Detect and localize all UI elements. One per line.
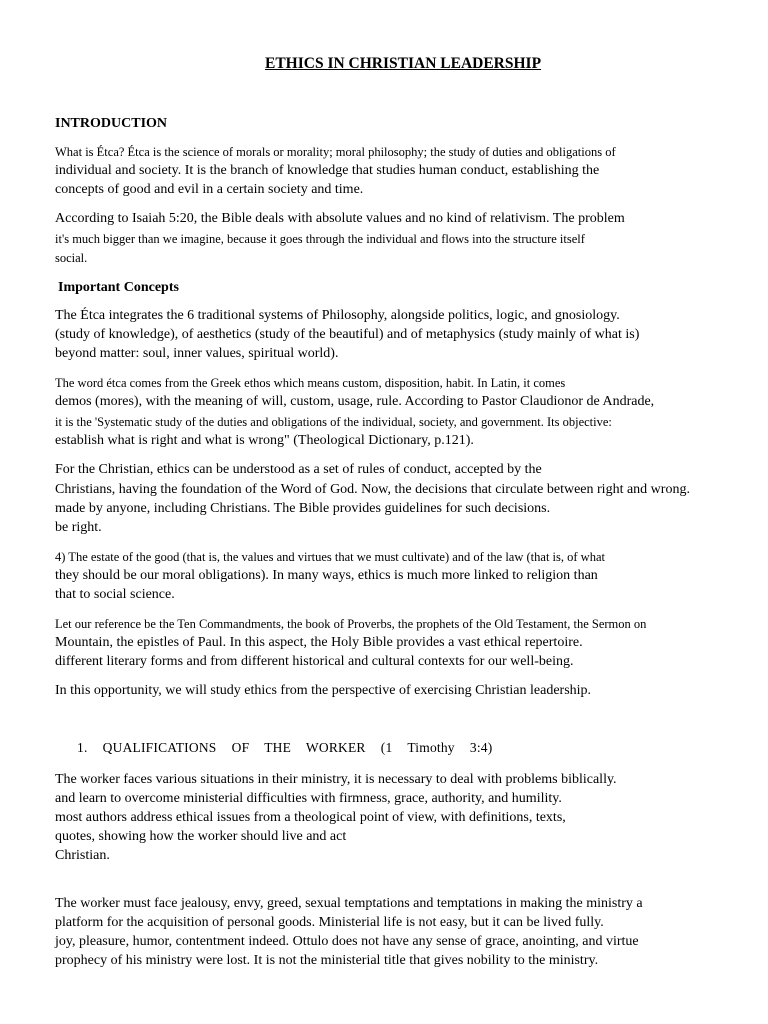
intro-line: What is Étca? Étca is the science of morals or morality; moral philosophy; the study of duties and obligations of: [55, 145, 616, 159]
isaiah-line: According to Isaiah 5:20, the Bible deals with absolute values and no kind of relativism. The problem: [55, 211, 625, 226]
intro-line: individual and society. It is the branch of knowledge that studies human conduct, establishing the: [55, 163, 600, 178]
concepts-line: beyond matter: soul, inner values, spiritual world).: [55, 346, 339, 361]
christian-line: Christians, having the foundation of the Word of God. Now, the decisions that circulate between right and wrong.: [55, 482, 690, 497]
word-line: The word étca comes from the Greek ethos which means custom, disposition, habit. In Latin, it comes: [55, 376, 566, 390]
christian-line: For the Christian, ethics can be understood as a set of rules of conduct, accepted by the: [55, 462, 542, 477]
jealousy-line: prophecy of his ministry were lost. It is not the ministerial title that gives nobility to the ministry.: [55, 953, 599, 968]
worker-line: The worker faces various situations in their ministry, it is necessary to deal with problems biblically.: [55, 772, 617, 787]
worker-line: quotes, showing how the worker should live and act: [55, 829, 347, 844]
jealousy-line: joy, pleasure, humor, contentment indeed. Ottulo does not have any sense of grace, anointing, and virtue: [55, 934, 639, 949]
document-title: ETHICS IN CHRISTIAN LEADERSHIP: [265, 55, 542, 72]
word-line: it is the 'Systematic study of the duties and obligations of the individual, society, and government. Its objective:: [55, 415, 612, 429]
word-line: establish what is right and what is wrong" (Theological Dictionary, p.121).: [55, 433, 474, 448]
reference-line: different literary forms and from different historical and cultural contexts for our well-being.: [55, 654, 574, 669]
isaiah-line: it's much bigger than we imagine, because it goes through the individual and flows into the structure itself: [55, 232, 585, 246]
isaiah-line: social.: [55, 251, 88, 265]
jealousy-line: platform for the acquisition of personal goods. Ministerial life is not easy, but it can be lived fully.: [55, 915, 604, 930]
reference-line: Mountain, the epistles of Paul. In this aspect, the Holy Bible provides a vast ethical repertoire.: [55, 635, 583, 650]
concepts-line: The Étca integrates the 6 traditional systems of Philosophy, alongside politics, logic, and gnosiology.: [55, 308, 620, 323]
jealousy-line: The worker must face jealousy, envy, greed, sexual temptations and temptations in making the ministry a: [55, 896, 643, 911]
concepts-heading: Important Concepts: [58, 280, 179, 295]
worker-line: and learn to overcome ministerial difficulties with firmness, grace, authority, and humility.: [55, 791, 562, 806]
worker-line: most authors address ethical issues from a theological point of view, with definitions, texts,: [55, 810, 566, 825]
intro-heading: INTRODUCTION: [55, 116, 168, 131]
estate-line: they should be our moral obligations). In many ways, ethics is much more linked to religion than: [55, 568, 598, 583]
opportunity-line: In this opportunity, we will study ethics from the perspective of exercising Christian leadership.: [55, 683, 592, 698]
concepts-line: (study of knowledge), of aesthetics (study of the beautiful) and of metaphysics (study mainly of what is): [55, 327, 640, 342]
estate-line: that to social science.: [55, 587, 175, 602]
word-line: demos (mores), with the meaning of will, custom, usage, rule. According to Pastor Claudionor de Andrade,: [55, 394, 655, 409]
worker-line: Christian.: [55, 848, 110, 863]
reference-line: Let our reference be the Ten Commandments, the book of Proverbs, the prophets of the Old Testament, the Sermon on: [55, 617, 647, 631]
estate-line: 4) The estate of the good (that is, the values and virtues that we must cultivate) and of the law (that is, of what: [55, 550, 605, 564]
christian-line: be right.: [55, 520, 102, 535]
christian-line: made by anyone, including Christians. The Bible provides guidelines for such decisions.: [55, 501, 551, 516]
intro-line: concepts of good and evil in a certain society and time.: [55, 182, 364, 197]
section-1-heading: 1. QUALIFICATIONS OF THE WORKER (1 Timothy 3:4): [77, 740, 493, 755]
